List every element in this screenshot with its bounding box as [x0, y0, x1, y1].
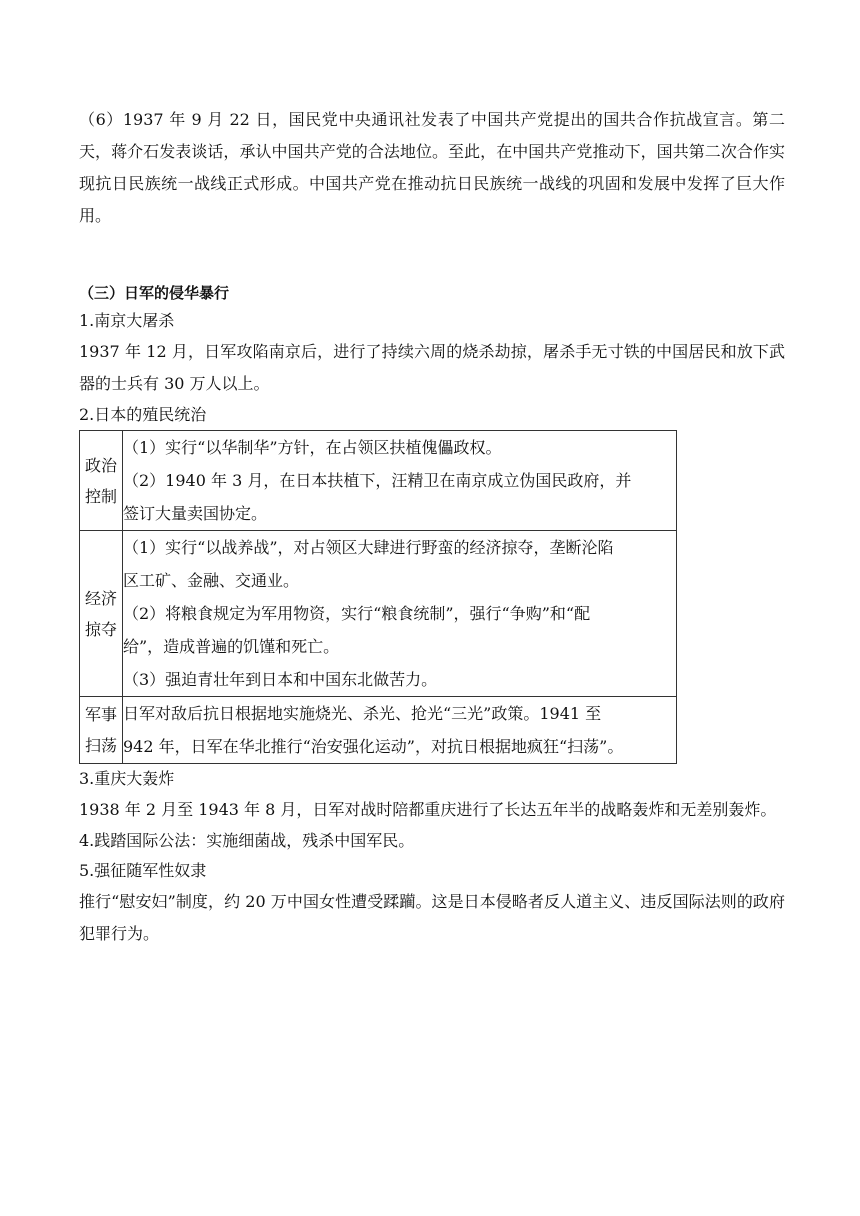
- item-colonial-title: 2.日本的殖民统治: [79, 405, 207, 424]
- category-line: 掠夺: [84, 619, 117, 639]
- table-line: 给”，造成普遍的饥馑和死亡。: [123, 637, 340, 656]
- category-line: 扫荡: [84, 736, 117, 755]
- section-title: （三）日军的侵华暴行: [79, 284, 230, 302]
- table-line: 942 年，日军在华北推行“治安强化运动”，对抗日根据地疯狂“扫荡”。: [123, 737, 624, 756]
- table-content-cell: [123, 531, 677, 697]
- item-comfort-title: 5.强征随军性奴隶: [79, 861, 207, 880]
- category-line: 控制: [84, 486, 117, 506]
- intro-paragraph: （6）1937 年 9 月 22 日，国民党中央通讯社发表了中国共产党提出的国共合作抗战宣言。第二天，蒋介石发表谈话，承认中国共产党的合法地位。至此，在中国共产党推动下，国共第二次合作实现抗日民族统一战线正式形成。中国共产党在推动抗日民族统一战线的巩固和发展中发挥了巨大作用。: [79, 110, 785, 225]
- table-content-cell: [123, 431, 677, 531]
- item-law-title: 4.践踏国际公法：实施细菌战，残杀中国军民。: [79, 831, 415, 850]
- table-category-cell: [80, 697, 123, 764]
- document-page: [79, 104, 785, 950]
- table-line: （1）实行“以华制华”方针，在占领区扶植傀儡政权。: [123, 438, 502, 457]
- category-line: 经济: [84, 588, 117, 608]
- table-row-economy: [80, 531, 677, 697]
- table-line: （2）将粮食规定为军用物资，实行“粮食统制”，强行“争购”和“配: [123, 604, 591, 623]
- table-line: 签订大量卖国协定。: [123, 504, 268, 523]
- item-nanjing-title: 1.南京大屠杀: [79, 311, 175, 330]
- colonial-rule-table: [79, 430, 677, 764]
- table-line: 区工矿、金融、交通业。: [123, 571, 300, 590]
- table-line: （1）实行“以战养战”，对占领区大肆进行野蛮的经济掠夺，垄断沦陷: [123, 538, 614, 557]
- category-line: 政治: [84, 455, 117, 475]
- item-chongqing-title: 3.重庆大轰炸: [79, 769, 175, 788]
- category-line: 军事: [84, 705, 117, 724]
- item-nanjing-text: 1937 年 12 月，日军攻陷南京后，进行了持续六周的烧杀劫掠，屠杀手无寸铁的中国居民和放下武器的士兵有 30 万人以上。: [79, 342, 785, 393]
- table-category-cell: [80, 531, 123, 697]
- table-content-cell: [123, 697, 677, 764]
- table-row-politics: [80, 431, 677, 531]
- table-category-cell: [80, 431, 123, 531]
- item-chongqing-text: 1938 年 2 月至 1943 年 8 月，日军对战时陪都重庆进行了长达五年半的战略轰炸和无差别轰炸。: [79, 800, 777, 819]
- table-line: （2）1940 年 3 月，在日本扶植下，汪精卫在南京成立伪国民政府，并: [123, 471, 632, 490]
- table-line: 日军对敌后抗日根据地实施烧光、杀光、抢光“三光”政策。1941 至: [123, 704, 602, 723]
- item-comfort-text: 推行“慰安妇”制度，约 20 万中国女性遭受蹂躏。这是日本侵略者反人道主义、违反国际法则的政府犯罪行为。: [79, 892, 785, 943]
- table-line: （3）强迫青壮年到日本和中国东北做苦力。: [123, 670, 438, 689]
- table-row-military: [80, 697, 677, 764]
